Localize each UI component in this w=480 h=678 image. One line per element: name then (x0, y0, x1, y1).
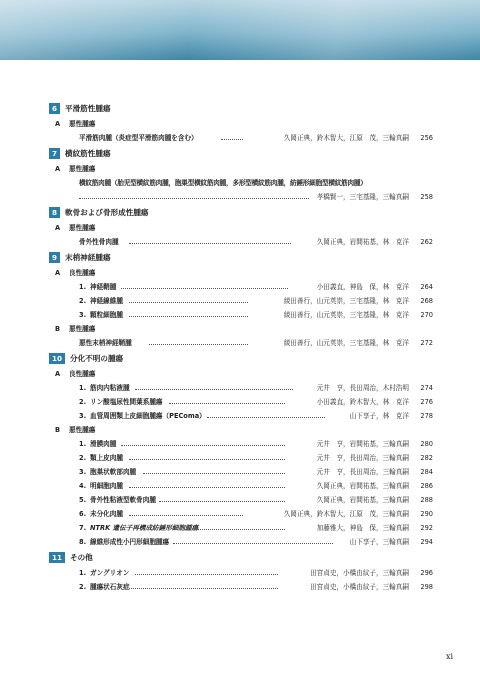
entry-authors: 小田義直，神島 保，林 克洋 (316, 283, 409, 291)
entry-page: 262 (420, 238, 433, 246)
toc-entry[interactable] (49, 336, 433, 350)
dot-leader (173, 543, 333, 544)
toc-entry[interactable] (49, 437, 433, 451)
dot-leader (129, 243, 291, 244)
entry-title: 類上皮肉腫 (90, 454, 123, 462)
header-banner (0, 0, 480, 60)
entry-title: 線維形成性小円形細胞腫瘍 (90, 538, 170, 546)
banner-highlight (0, 0, 480, 60)
section-heading (49, 367, 433, 381)
entry-index: 2. (79, 297, 87, 305)
dot-leader (129, 588, 278, 589)
entry-title: 未分化肉腫 (90, 510, 123, 518)
section-heading (49, 117, 433, 131)
entry-page: 272 (420, 339, 433, 347)
toc-entry[interactable] (49, 507, 433, 521)
entry-title: 腫瘍状石灰症 (90, 583, 130, 591)
dot-leader (185, 529, 285, 530)
entry-authors: 山下享子，三輪真嗣 (349, 538, 409, 546)
entry-title: 骨外性骨肉腫 (79, 238, 119, 246)
entry-index: 3. (79, 311, 87, 319)
dot-leader (121, 288, 288, 289)
entry-title: リン酸塩尿性間葉系腫瘍 (90, 398, 163, 406)
entry-page: 270 (420, 311, 433, 319)
entry-page: 274 (420, 384, 433, 392)
toc-entry[interactable] (49, 308, 433, 322)
section-letter: A (55, 165, 61, 173)
entry-page: 264 (420, 283, 433, 291)
chapter-number: 6 (49, 103, 60, 114)
dot-leader (129, 459, 285, 460)
dot-leader (129, 316, 248, 317)
section-title: 悪性腫瘍 (69, 224, 96, 232)
entry-index: 8. (79, 538, 87, 546)
entry-index: 2. (79, 398, 87, 406)
entry-authors: 久岡正典，岩間祐基，林 克洋 (316, 238, 409, 246)
toc-entry[interactable] (49, 395, 433, 409)
dot-leader (149, 344, 248, 345)
toc-entry-continuation[interactable] (49, 190, 433, 204)
entry-title: 平滑筋肉腫（炎症型平滑筋肉腫を含む） (79, 134, 198, 142)
entry-page: 290 (420, 510, 433, 518)
entry-title: 筋肉内粘液腫 (90, 384, 130, 392)
section-letter: A (55, 269, 61, 277)
chapter-heading (49, 205, 433, 221)
chapter-number: 10 (49, 353, 65, 364)
chapter-heading (49, 351, 433, 367)
section-letter: B (55, 325, 61, 333)
entry-page: 276 (420, 398, 433, 406)
entry-index: 5. (79, 496, 87, 504)
entry-title: 悪性末梢神経鞘腫 (79, 339, 132, 347)
entry-authors: 久岡正典，岩間祐基，三輪真嗣 (316, 482, 409, 490)
section-title: 悪性腫瘍 (69, 325, 96, 333)
entry-authors: 孝橋賢一，三宅基隆，三輪真嗣 (316, 193, 409, 201)
section-heading (49, 266, 433, 280)
dot-leader (121, 445, 285, 446)
section-heading (49, 162, 433, 176)
toc-entry[interactable] (49, 409, 433, 423)
chapter-title: 軟骨および骨形成性腫瘍 (65, 208, 149, 217)
entry-title: 血管周囲類上皮細胞腫瘍（PEComa） (90, 412, 206, 420)
chapter-heading (49, 250, 433, 266)
entry-index: 1. (79, 384, 87, 392)
entry-index: 1. (79, 440, 87, 448)
entry-authors: 綾田善行，山元英崇，三宅基隆，林 克洋 (283, 339, 409, 347)
dot-leader (159, 501, 285, 502)
toc-entry[interactable] (49, 381, 433, 395)
entry-index: 3. (79, 412, 87, 420)
dot-leader (207, 417, 325, 418)
entry-title: 明細胞肉腫 (90, 482, 123, 490)
toc-entry[interactable] (49, 451, 433, 465)
entry-title: 胞巣状軟部肉腫 (90, 468, 137, 476)
dot-leader (79, 198, 309, 199)
dot-leader (169, 403, 285, 404)
entry-page: 294 (420, 538, 433, 546)
toc-entry[interactable] (49, 521, 433, 535)
entry-index: 3. (79, 468, 87, 476)
toc-entry[interactable] (49, 566, 433, 580)
entry-authors: 元井 亨，長田周治，三輪真嗣 (316, 454, 409, 462)
dot-leader (129, 302, 248, 303)
section-letter: A (55, 120, 61, 128)
entry-authors: 加藤雅大，神島 保，三輪真嗣 (316, 524, 409, 532)
entry-index: 1. (79, 569, 87, 577)
toc-entry[interactable] (49, 465, 433, 479)
chapter-title: 横紋筋性腫瘍 (65, 149, 111, 158)
entry-authors: 元井 亨，長田周治，木村浩明 (316, 384, 409, 392)
chapter-title: 分化不明の腫瘍 (70, 354, 124, 363)
chapter-number: 7 (49, 148, 60, 159)
section-letter: A (55, 370, 61, 378)
entry-authors: 久岡正典，鈴木智大，江原 茂，三輪真嗣 (283, 134, 409, 142)
entry-authors: 小田義直，鈴木智大，林 克洋 (316, 398, 409, 406)
toc-entry[interactable] (49, 493, 433, 507)
entry-page: 280 (420, 440, 433, 448)
toc-entry[interactable] (49, 580, 433, 594)
entry-index: 6. (79, 510, 87, 518)
dot-leader (143, 473, 285, 474)
section-title: 良性腫瘍 (69, 269, 96, 277)
entry-page: 298 (420, 583, 433, 591)
entry-authors: 久岡正典，鈴木智大，江原 茂，三輪真嗣 (283, 510, 409, 518)
table-of-contents (49, 100, 433, 594)
chapter-title: 平滑筋性腫瘍 (65, 104, 111, 113)
section-title: 悪性腫瘍 (69, 120, 96, 128)
entry-title: 滑膜肉腫 (90, 440, 117, 448)
entry-title: 骨外性粘液型軟骨肉腫 (90, 496, 156, 504)
toc-entry[interactable] (49, 294, 433, 308)
entry-authors: 綾田善行，山元英崇，三宅基隆，林 克洋 (283, 311, 409, 319)
section-heading (49, 322, 433, 336)
section-heading (49, 221, 433, 235)
entry-index: 4. (79, 482, 87, 490)
section-heading (49, 423, 433, 437)
entry-title: ガングリオン (90, 569, 130, 577)
entry-page: 258 (420, 193, 433, 201)
dot-leader (135, 574, 278, 575)
entry-authors: 山下享子，林 克洋 (349, 412, 409, 420)
chapter-heading (49, 550, 433, 566)
entry-title: 神経鞘腫 (90, 283, 117, 291)
entry-title: 横紋筋肉腫（胎児型横紋筋肉腫，胞巣型横紋筋肉腫，多形型横紋筋肉腫，紡錘形細胞型横紋筋肉腫） (79, 179, 367, 187)
toc-entry[interactable] (49, 176, 433, 190)
section-letter: B (55, 426, 61, 434)
entry-page: 296 (420, 569, 433, 577)
entry-page: 278 (420, 412, 433, 420)
entry-page: 292 (420, 524, 433, 532)
toc-entry[interactable] (49, 479, 433, 493)
chapter-number: 8 (49, 207, 60, 218)
entry-page: 286 (420, 482, 433, 490)
entry-index: 7. (79, 524, 87, 532)
chapter-number: 9 (49, 252, 60, 263)
entry-authors: 元井 亨，長田周治，三輪真嗣 (316, 468, 409, 476)
section-title: 悪性腫瘍 (69, 426, 96, 434)
entry-authors: 田宮貞史，小橋由紋子，三輪真嗣 (310, 583, 409, 591)
section-title: 良性腫瘍 (69, 370, 96, 378)
entry-page: 268 (420, 297, 433, 305)
toc-entry[interactable] (49, 280, 433, 294)
chapter-heading (49, 146, 433, 162)
entry-page: 288 (420, 496, 433, 504)
dot-leader (129, 515, 243, 516)
entry-title: 顆粒細胞腫 (90, 311, 123, 319)
entry-title: 神経線維腫 (90, 297, 123, 305)
entry-authors: 久岡正典，岩間祐基，三輪真嗣 (316, 496, 409, 504)
entry-authors: 綾田善行，山元英崇，三宅基隆，林 克洋 (283, 297, 409, 305)
entry-authors: 田宮貞史，小橋由紋子，三輪真嗣 (310, 569, 409, 577)
dot-leader (129, 487, 285, 488)
chapter-title: 末梢神経腫瘍 (65, 253, 111, 262)
toc-entry[interactable] (49, 235, 433, 249)
toc-entry[interactable] (49, 535, 433, 549)
entry-index: 1. (79, 283, 87, 291)
page-number: xi (446, 652, 454, 661)
dot-leader (221, 139, 243, 140)
entry-page: 284 (420, 468, 433, 476)
section-title: 悪性腫瘍 (69, 165, 96, 173)
entry-page: 256 (420, 134, 433, 142)
entry-authors: 元井 亨，岩間祐基，三輪真嗣 (316, 440, 409, 448)
dot-leader (135, 389, 293, 390)
chapter-title: その他 (70, 553, 93, 562)
entry-index: 2. (79, 454, 87, 462)
chapter-heading (49, 101, 433, 117)
toc-entry[interactable] (49, 131, 433, 145)
entry-page: 282 (420, 454, 433, 462)
entry-index: 2. (79, 583, 87, 591)
section-letter: A (55, 224, 61, 232)
entry-title: NTRK 遺伝子再構成紡錘形細胞腫瘍 (90, 524, 199, 532)
chapter-number: 11 (49, 552, 65, 563)
